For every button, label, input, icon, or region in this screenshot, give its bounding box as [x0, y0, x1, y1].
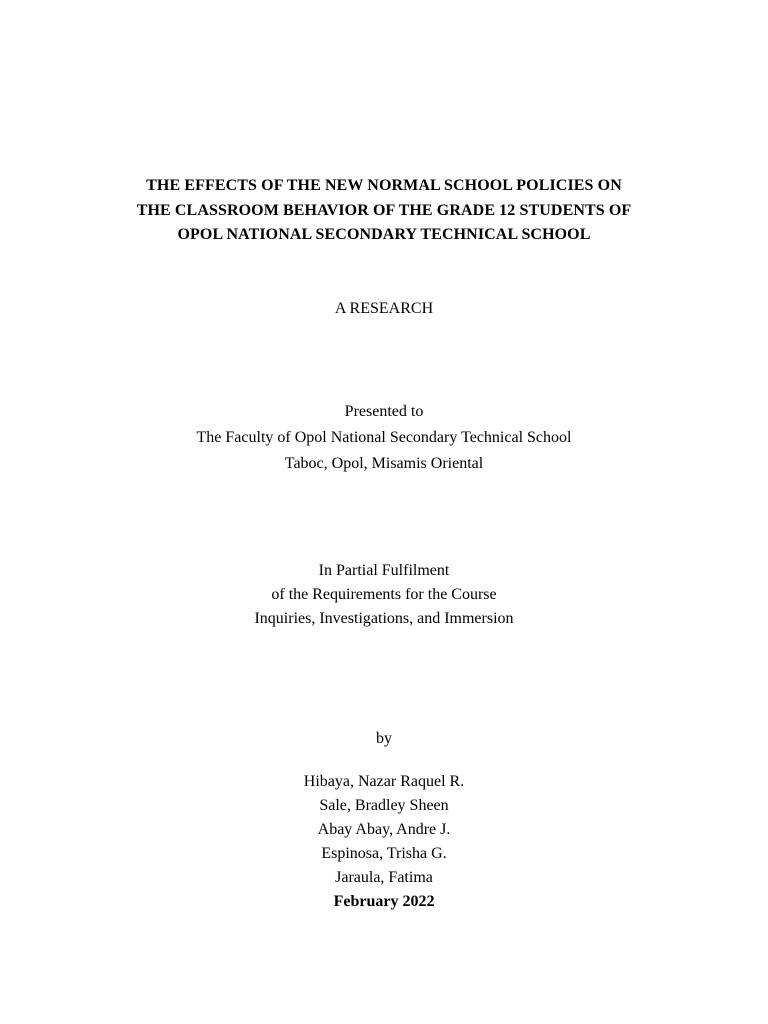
author-2: Sale, Bradley Sheen [319, 797, 449, 814]
presented-to: Presented to [344, 403, 424, 420]
title-line-1: THE EFFECTS OF THE NEW NORMAL SCHOOL POLICIES ON [146, 177, 622, 194]
fulfilment-line-2: of the Requirements for the Course [271, 586, 497, 603]
by-label: by [376, 730, 392, 747]
title-line-3: OPOL NATIONAL SECONDARY TECHNICAL SCHOOL [177, 226, 591, 243]
date: February 2022 [333, 893, 435, 910]
location-line: Taboc, Opol, Misamis Oriental [284, 455, 484, 472]
author-1: Hibaya, Nazar Raquel R. [303, 773, 465, 790]
author-3: Abay Abay, Andre J. [317, 821, 451, 838]
author-5: Jaraula, Fatima [335, 869, 433, 886]
title-line-2: THE CLASSROOM BEHAVIOR OF THE GRADE 12 STUDENTS OF [136, 202, 632, 219]
fulfilment-line-1: In Partial Fulfilment [318, 562, 450, 579]
faculty-line: The Faculty of Opol National Secondary Technical School [196, 429, 572, 446]
author-4: Espinosa, Trisha G. [321, 845, 447, 862]
fulfilment-line-3: Inquiries, Investigations, and Immersion [254, 610, 514, 627]
subtitle: A RESEARCH [334, 300, 434, 317]
